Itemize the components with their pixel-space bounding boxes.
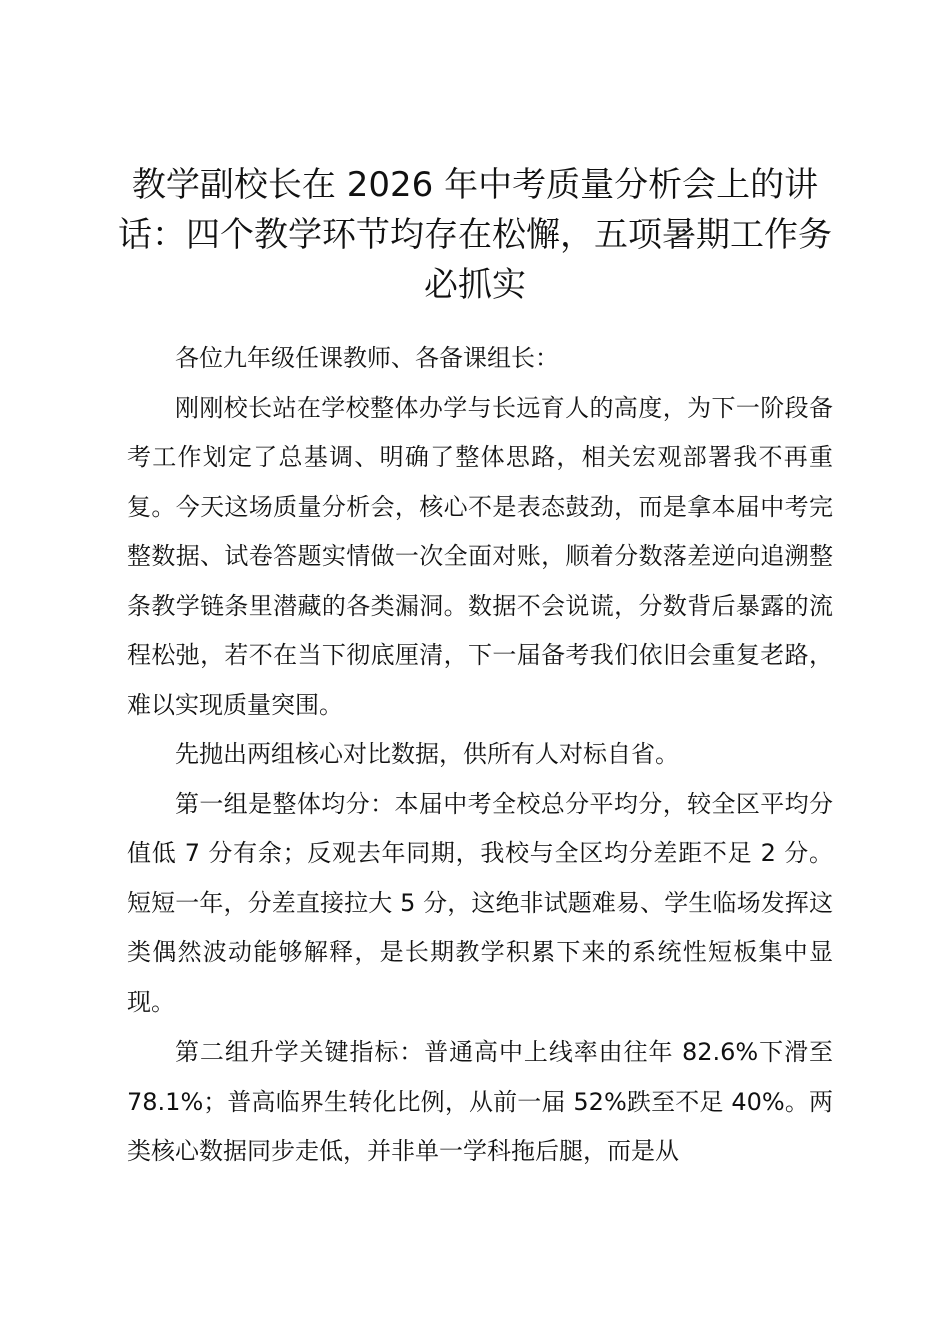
document-body xyxy=(127,334,833,1177)
paragraph-average-score: 第一组是整体均分：本届中考全校总分平均分，较全区平均分值低 7 分有余；反观去年同期，我校与全区均分差距不足 2 分。短短一年，分差直接拉大 5 分，这绝非试题难易、学生临场发挥这类偶然波动能够解释，是长期教学积累下来的系统性短板集中显现。 xyxy=(127,789,833,1016)
paragraph-opening: 刚刚校长站在学校整体办学与长远育人的高度，为下一阶段备考工作划定了总基调、明确了整体思路，相关宏观部署我不再重复。今天这场质量分析会，核心不是表态鼓劲，而是拿本届中考完整数据、试卷答题实情做一次全面对账，顺着分数落差逆向追溯整条教学链条里潜藏的各类漏洞。数据不会说谎，分数背后暴露的流程松弛，若不在当下彻底厘清，下一届备考我们依旧会重复老路，难以实现质量突围。 xyxy=(127,393,833,719)
paragraph-data-intro: 先抛出两组核心对比数据，供所有人对标自省。 xyxy=(175,740,679,768)
document-title: 教学副校长在 2026 年中考质量分析会上的讲话：四个教学环节均存在松懈，五项暑期工作务必抓实 xyxy=(118,165,832,305)
paragraph-salutation: 各位九年级任课教师、各备课组长： xyxy=(175,344,559,372)
paragraph-promotion-indicators: 第二组升学关键指标：普通高中上线率由往年 82.6%下滑至 78.1%；普高临界生转化比例，从前一届 52%跌至不足 40%。两类核心数据同步走低，并非单一学科拖后腿，而是从 xyxy=(127,1038,833,1165)
